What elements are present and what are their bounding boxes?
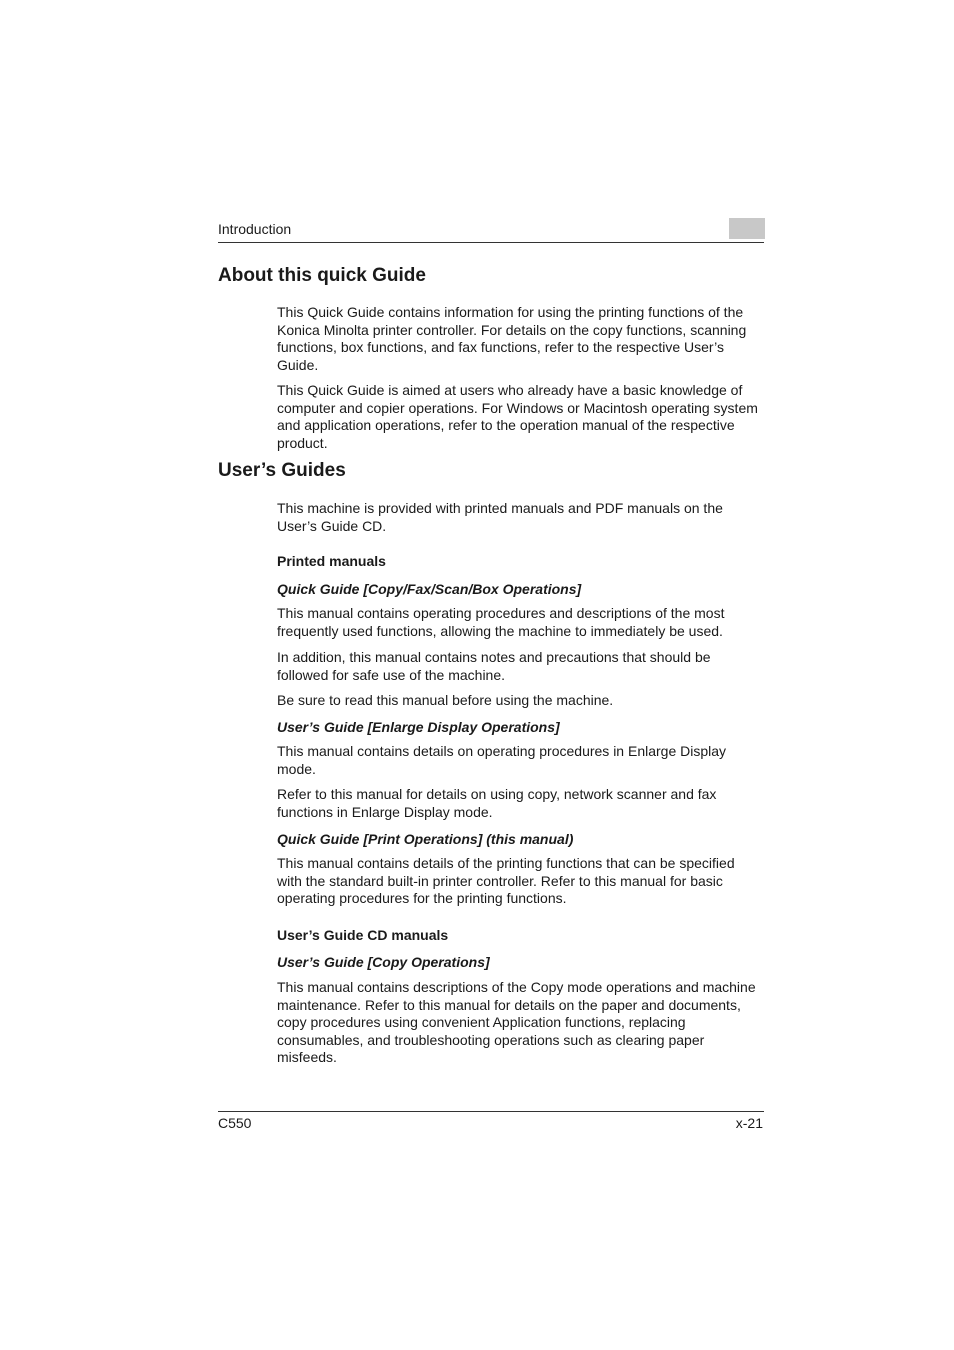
users-guides-intro: This machine is provided with printed manuals and PDF manuals on the User’s Guide CD. bbox=[277, 500, 723, 534]
manual-paragraph: Be sure to read this manual before using the machine. bbox=[277, 692, 614, 708]
manual-title-enlarge-display: User’s Guide [Enlarge Display Operations] bbox=[277, 719, 560, 735]
printed-manuals-heading: Printed manuals bbox=[277, 553, 386, 569]
manual-title-quick-guide-copy: Quick Guide [Copy/Fax/Scan/Box Operations] bbox=[277, 581, 582, 597]
manual-paragraph: In addition, this manual contains notes and precautions that should be followed for safe use of the machine. bbox=[277, 649, 711, 683]
manual-paragraph: This manual contains details on operating procedures in Enlarge Display mode. bbox=[277, 743, 727, 777]
manual-paragraph: This manual contains descriptions of the Copy mode operations and machine maintenance. Refer to this manual for details on the paper and documents, copy procedures using convenient Application functions, replacing consumables, and troubleshooting operations such as clearing paper misfeeds. bbox=[277, 979, 756, 1066]
cd-manuals-heading: User’s Guide CD manuals bbox=[277, 927, 449, 943]
section-title-users-guides: User’s Guides bbox=[218, 460, 346, 481]
manual-title-copy-operations: User’s Guide [Copy Operations] bbox=[277, 954, 490, 970]
header-divider bbox=[218, 242, 764, 243]
manual-paragraph: This manual contains operating procedures and descriptions of the most frequently used functions, allowing the machine to immediately be used. bbox=[277, 605, 725, 639]
about-paragraph-2: This Quick Guide is aimed at users who already have a basic knowledge of computer and copier operations. For Windows or Macintosh operating system and application operations, refer to the operation manual of the respective product. bbox=[277, 382, 758, 451]
manual-paragraph: This manual contains details of the printing functions that can be specified with the standard built-in printer controller. Refer to this manual for basic operating procedures for the printing functions. bbox=[277, 855, 735, 907]
footer-divider bbox=[218, 1111, 764, 1112]
section-title-about: About this quick Guide bbox=[218, 265, 426, 286]
footer-model-name: C550 bbox=[218, 1115, 252, 1131]
manual-title-print-operations: Quick Guide [Print Operations] (this manual) bbox=[277, 831, 574, 847]
footer-page-number: x-21 bbox=[735, 1115, 763, 1131]
manual-paragraph: Refer to this manual for details on using copy, network scanner and fax functions in Enlarge Display mode. bbox=[277, 786, 717, 820]
chapter-tab-marker bbox=[729, 218, 765, 239]
running-header-chapter: Introduction bbox=[218, 221, 292, 237]
about-paragraph-1: This Quick Guide contains information for using the printing functions of the Konica Minolta printer controller. For details on the copy functions, scanning functions, box functions, and fax functions, refer to the respective User’s Guide. bbox=[277, 304, 747, 373]
